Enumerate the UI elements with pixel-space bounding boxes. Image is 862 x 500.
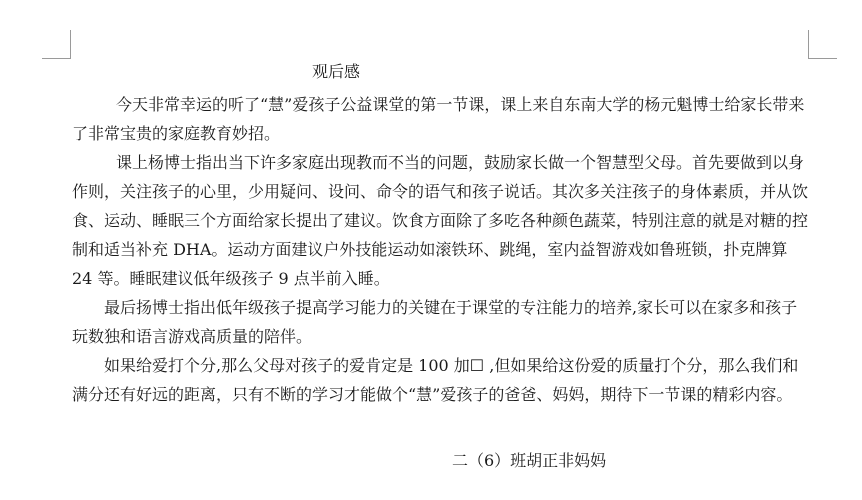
paragraph-4: 如果给爱打个分,那么父母对孩子的爱肯定是 100 加☐ ,但如果给这份爱的质量打个分，那么我们和满分还有好远的距离，只有不断的学习才能做个“慧”爱孩子的爸爸、妈妈，期待下一节课的精彩内容。 [72, 356, 799, 404]
crop-mark-top-right [808, 30, 837, 59]
paragraph-1: 今天非常幸运的听了“慧”爱孩子公益课堂的第一节课，课上来自东南大学的杨元魁博士给家长带来了非常宝贵的家庭教育妙招。 [72, 95, 805, 143]
document-body [72, 90, 812, 409]
document-title: 观后感 [312, 62, 361, 81]
crop-mark-top-left [42, 30, 71, 59]
signature: 二（6）班胡正非妈妈 [452, 451, 607, 470]
paragraph-3: 最后扬博士指出低年级孩子提高学习能力的关键在于课堂的专注能力的培养,家长可以在家多和孩子玩数独和语言游戏高质量的陪伴。 [72, 298, 798, 346]
paragraph-2: 课上杨博士指出当下许多家庭出现教而不当的问题，鼓励家长做一个智慧型父母。首先要做到以身作则，关注孩子的心里，少用疑问、设问、命令的语气和孩子说话。其次多关注孩子的身体素质，并从饮食、运动、睡眠三个方面给家长提出了建议。饮食方面除了多吃各种颜色蔬菜，特别注意的就是对糖的控制和适当补充 DHA。运动方面建议户外技能运动如滚铁环、跳绳，室内益智游戏如鲁班锁，扑克牌算 24 等。睡眠建议低年级孩子 9 点半前入睡。 [72, 153, 809, 288]
